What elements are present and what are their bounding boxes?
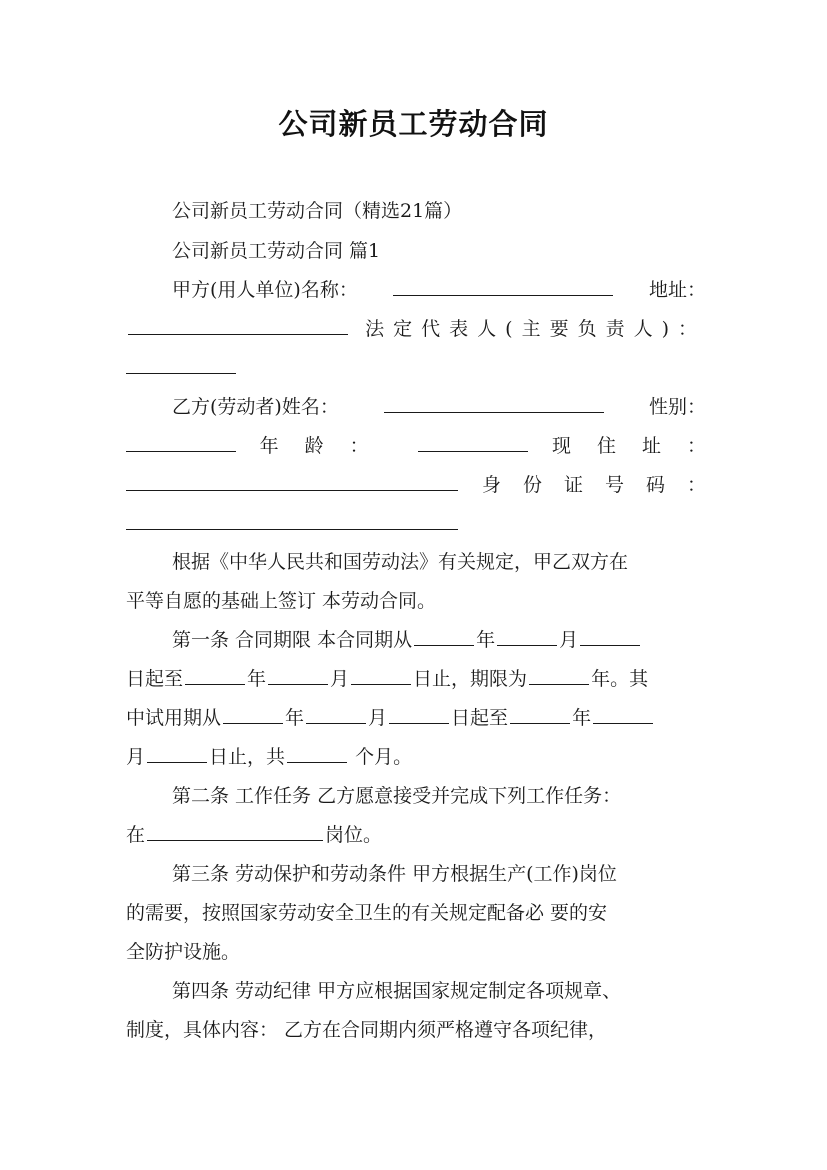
article1-probation-start-day-blank[interactable] [389, 705, 449, 724]
article1-term-label: 第一条 合同期限 本合同期从 [172, 629, 413, 651]
article1-probation-start-year-blank[interactable] [223, 705, 283, 724]
article1-month-unit: 月 [126, 746, 146, 768]
article1-start-month-blank[interactable] [497, 627, 557, 646]
article4-line-1: 第四条 劳动纪律 甲方应根据国家规定制定各项规章、 [172, 980, 622, 1002]
article1-probation-end-day-blank[interactable] [147, 744, 207, 763]
party-a-rep-label: 法定代表人(主要负责人)： [365, 318, 706, 340]
article3-line-2: 的需要，按照国家劳动安全卫生的有关规定配备必 要的安 [126, 902, 608, 924]
article1-end-year-blank[interactable] [185, 666, 245, 685]
article1-year-end: 年。其 [591, 668, 649, 690]
article3-line-1: 第三条 劳动保护和劳动条件 甲方根据生产(工作)岗位 [172, 863, 617, 885]
article1-year-unit: 年 [476, 629, 496, 651]
party-a-name-blank[interactable] [393, 277, 613, 296]
article1-year-unit: 年 [572, 707, 592, 729]
article1-total-label: 日止，共 [209, 746, 286, 768]
article1-year-unit: 年 [247, 668, 267, 690]
party-a-rep-blank-row [126, 355, 706, 381]
party-a-name-label: 甲方(用人单位)名称： [172, 279, 358, 301]
article1-month-unit: 月 [330, 668, 350, 690]
article1-probation-end-month-blank[interactable] [593, 705, 653, 724]
article1-day-to: 日起至 [126, 668, 184, 690]
subtitle: 公司新员工劳动合同（精选21篇） [172, 200, 463, 222]
article1-line-3 [126, 705, 706, 731]
party-b-gender-blank[interactable] [126, 433, 236, 452]
party-b-id-label: 身份证号码： [481, 474, 728, 496]
article1-line-4 [126, 744, 706, 770]
article1-start-year-blank[interactable] [414, 627, 474, 646]
article2-line-2 [126, 822, 706, 848]
article1-month-unit: 月 [559, 629, 579, 651]
article1-end-day-blank[interactable] [351, 666, 411, 685]
article2-position-blank[interactable] [147, 822, 323, 841]
article2-line-1: 第二条 工作任务 乙方愿意接受并完成下列工作任务： [172, 785, 622, 807]
article1-year-unit: 年 [285, 707, 305, 729]
article3-line-3: 全防护设施。 [126, 941, 241, 963]
article1-probation-label: 中试用期从 [126, 707, 222, 729]
party-a-name-row [172, 277, 706, 303]
party-b-residence-label: 现住址： [551, 435, 732, 457]
document-title: 公司新员工劳动合同 [278, 107, 549, 141]
party-b-name-blank[interactable] [384, 394, 604, 413]
article1-day-end: 日止，期限为 [413, 668, 528, 690]
party-b-residence-blank[interactable] [126, 472, 458, 491]
party-b-name-row [172, 394, 706, 420]
party-a-address-blank[interactable] [128, 316, 348, 335]
article1-probation-end-year-blank[interactable] [510, 705, 570, 724]
article1-month-unit: 月 [368, 707, 388, 729]
party-b-name-label: 乙方(劳动者)姓名： [172, 396, 339, 418]
intro-line-1: 根据《中华人民共和国劳动法》有关规定，甲乙双方在 [172, 551, 629, 573]
party-b-id-row [126, 472, 728, 498]
article1-end-month-blank[interactable] [268, 666, 328, 685]
article2-position-label: 岗位。 [325, 824, 383, 846]
article1-probation-start-month-blank[interactable] [306, 705, 366, 724]
article1-period-blank[interactable] [529, 666, 589, 685]
party-b-age-blank[interactable] [418, 433, 528, 452]
party-b-age-row [126, 433, 732, 459]
article1-day-to: 日起至 [451, 707, 509, 729]
party-b-gender-label: 性别： [648, 396, 706, 418]
party-b-id-blank-row [126, 511, 706, 537]
party-a-rep-row [126, 316, 706, 342]
article4-line-2: 制度，具体内容： 乙方在合同期内须严格遵守各项纪律， [126, 1019, 608, 1041]
party-a-rep-blank[interactable] [126, 355, 236, 374]
section-heading: 公司新员工劳动合同 篇1 [172, 240, 381, 262]
article2-at-label: 在 [126, 824, 146, 846]
article1-months-unit: 个月。 [349, 746, 413, 768]
article1-months-blank[interactable] [287, 744, 347, 763]
party-b-age-label: 年龄： [259, 435, 395, 457]
article1-line-2 [126, 666, 706, 692]
party-b-id-blank[interactable] [126, 511, 458, 530]
article1-line-1 [172, 627, 706, 653]
intro-line-2: 平等自愿的基础上签订 本劳动合同。 [126, 590, 437, 612]
article1-start-day-blank[interactable] [580, 627, 640, 646]
party-a-address-label: 地址： [648, 279, 706, 301]
